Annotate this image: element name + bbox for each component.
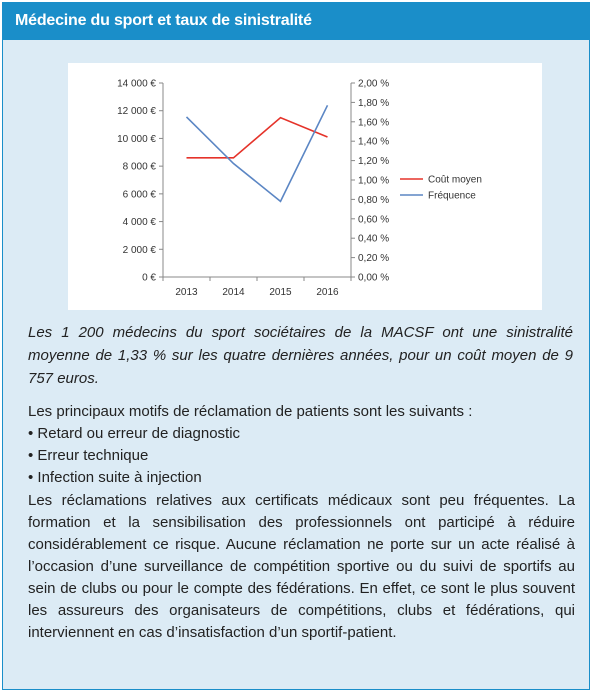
body-paragraph: Les réclamations relatives aux certificats médicaux sont peu fréquentes. La formation et la sensibilisation des professionnels ont participé à réduire considérablement ce risque. Aucune réclamation ne porte sur un acte réalisé à l’occasion d’une surveillance de compétition sportive ou du suivi de sportifs au sein de clubs ou pour le compte des fédérations. En effet, ce sont le plus souvent les assureurs des organisateurs de compétitions, clubs et fédérations, qui interviennent en cas d’insatisfaction d’un sportif-patient.: [28, 492, 575, 641]
right-tick-label: 0,80 %: [358, 194, 390, 206]
claims-list: [28, 423, 240, 489]
left-tick-label: 6 000 €: [122, 189, 156, 201]
legend-label: Fréquence: [428, 190, 476, 202]
left-tick-label: 8 000 €: [122, 161, 156, 173]
chart-svg: [68, 63, 542, 310]
list-item: • Erreur technique: [28, 445, 240, 467]
left-tick-label: 4 000 €: [122, 217, 156, 229]
left-tick-label: 10 000 €: [117, 133, 156, 145]
panel-title: Médecine du sport et taux de sinistralité: [15, 12, 312, 29]
right-tick-label: 0,00 %: [358, 272, 390, 284]
x-tick-label: 2013: [175, 287, 198, 298]
info-panel: [2, 2, 590, 690]
right-tick-label: 1,20 %: [358, 156, 390, 168]
left-tick-label: 0 €: [142, 272, 156, 284]
right-tick-label: 1,80 %: [358, 97, 390, 109]
right-tick-label: 1,00 %: [358, 175, 390, 187]
right-tick-label: 1,40 %: [358, 136, 390, 148]
right-tick-label: 0,60 %: [358, 214, 390, 226]
series-line-frequence: [187, 105, 328, 201]
list-item: • Infection suite à injection: [28, 467, 240, 489]
left-tick-label: 14 000 €: [117, 78, 156, 90]
x-tick-label: 2015: [269, 287, 292, 298]
chart: [68, 63, 542, 310]
x-tick-label: 2014: [222, 287, 245, 298]
legend-label: Coût moyen: [428, 174, 482, 186]
x-tick-label: 2016: [316, 287, 339, 298]
left-tick-label: 12 000 €: [117, 106, 156, 118]
right-tick-label: 2,00 %: [358, 78, 390, 90]
right-tick-label: 0,20 %: [358, 253, 390, 265]
claims-intro: Les principaux motifs de réclamation de patients sont les suivants :: [28, 403, 473, 420]
right-tick-label: 0,40 %: [358, 233, 390, 245]
left-tick-label: 2 000 €: [122, 244, 156, 256]
chart-caption: Les 1 200 médecins du sport sociétaires de la MACSF ont une sinistralité moyenne de 1,33 % sur les quatre dernières années, pour un coût moyen de 9 757 euros.: [28, 324, 573, 387]
right-tick-label: 1,60 %: [358, 117, 390, 129]
title-bar: [3, 3, 589, 40]
list-item: • Retard ou erreur de diagnostic: [28, 423, 240, 445]
